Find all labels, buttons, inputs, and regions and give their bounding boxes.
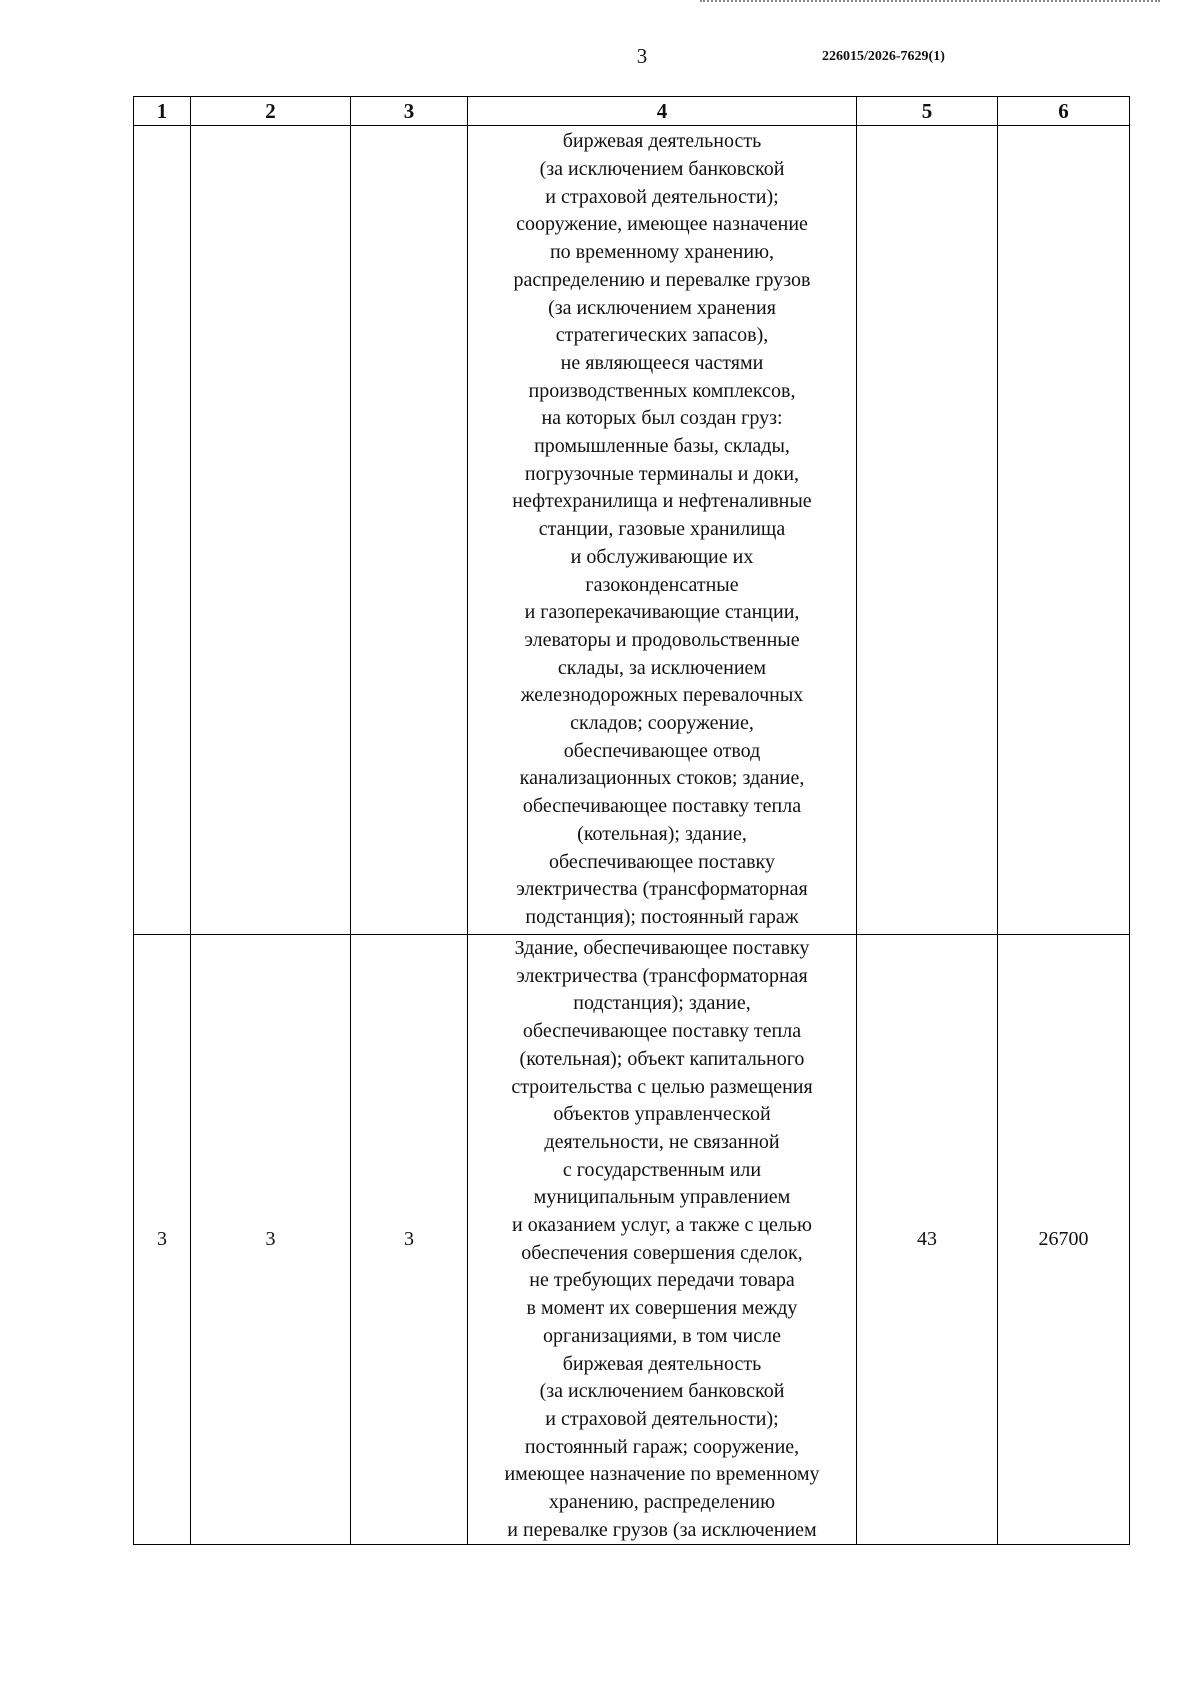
description-line: (за исключением банковской <box>539 158 785 180</box>
column-header-1: 1 <box>134 97 191 126</box>
description-line: стратегических запасов), <box>555 324 769 347</box>
description-line: погрузочные терминалы и доки, <box>524 462 800 485</box>
description-line: биржевая деятельность <box>562 130 762 153</box>
description-line: объектов управленческой <box>553 1103 771 1126</box>
description-line: электричества (трансформаторная <box>516 964 808 987</box>
description-line: нефтехранилища и нефтеналивные <box>512 490 812 513</box>
column-header-6: 6 <box>998 97 1130 126</box>
description-line: организациями, в том числе <box>543 1324 781 1347</box>
description-line: по временному хранению, <box>549 241 775 264</box>
description-line: не требующих передачи товара <box>529 1269 795 1292</box>
cell-description <box>468 126 857 935</box>
cell-col5 <box>857 126 998 935</box>
cell-col3 <box>351 126 468 935</box>
description-line: складов; сооружение, <box>570 712 754 735</box>
description-line: электричества (трансформаторная <box>516 878 808 901</box>
cell-col5: 43 <box>857 935 998 1545</box>
description-line: деятельности, не связанной <box>544 1130 780 1153</box>
description-line: производственных комплексов, <box>528 379 796 402</box>
cell-col3: 3 <box>351 935 468 1545</box>
cell-col2: 3 <box>191 935 351 1545</box>
description-line: обеспечивающее поставку тепла <box>522 795 802 818</box>
table-header-row <box>134 97 1130 126</box>
description-line: (за исключением хранения <box>548 296 776 319</box>
description-line: биржевая деятельность <box>562 1352 762 1375</box>
description-line: элеваторы и продовольственные <box>524 628 800 651</box>
column-header-5: 5 <box>857 97 998 126</box>
description-line: в момент их совершения между <box>526 1297 798 1320</box>
description-line: обеспечивающее отвод <box>563 739 761 762</box>
cell-col6 <box>998 126 1130 935</box>
cell-description <box>468 935 857 1545</box>
description-line: Здание, обеспечивающее поставку <box>514 937 810 959</box>
description-line: хранению, распределению <box>548 1491 776 1514</box>
cell-col2 <box>191 126 351 935</box>
table-row <box>134 126 1130 935</box>
description-line: муниципальным управлением <box>533 1186 791 1209</box>
cell-col6: 26700 <box>998 935 1130 1545</box>
description-line: не являющееся частями <box>560 351 764 374</box>
scan-edge-marks <box>700 0 1160 6</box>
description-line: (за исключением банковской <box>539 1380 785 1403</box>
page-number: 3 <box>636 44 648 68</box>
description-line: (котельная); объект капитального <box>519 1047 805 1070</box>
description-line: распределению и перевалке грузов <box>513 268 811 291</box>
description-line: канализационных стоков; здание, <box>519 767 805 790</box>
description-line: сооружение, имеющее назначение <box>516 213 808 236</box>
description-line: обеспечения совершения сделок, <box>521 1241 803 1264</box>
description-line: станции, газовые хранилища <box>538 518 786 541</box>
description-line: постоянный гараж; сооружение, <box>524 1435 800 1458</box>
description-line: подстанция); постоянный гараж <box>525 905 799 928</box>
cell-col1: 3 <box>134 935 191 1545</box>
cell-col1 <box>134 126 191 935</box>
table-row <box>134 935 1130 1545</box>
description-line: газоконденсатные <box>585 573 739 596</box>
description-line: обеспечивающее поставку <box>549 850 775 873</box>
description-line: и обслуживающие их <box>570 545 754 568</box>
description-line: имеющее назначение по временному <box>504 1463 820 1486</box>
description-line: и газоперекачивающие станции, <box>524 601 800 624</box>
description-line: железнодорожных перевалочных <box>520 684 804 707</box>
description-line: на которых был создан груз: <box>541 407 783 430</box>
description-line: промышленные базы, склады, <box>534 435 790 458</box>
description-line: и перевалке грузов (за исключением <box>507 1518 817 1541</box>
description-line: и страховой деятельности); <box>545 1407 779 1430</box>
column-header-2: 2 <box>191 97 351 126</box>
description-line: строительства с целью размещения <box>511 1075 813 1098</box>
column-header-3: 3 <box>351 97 468 126</box>
document-number: 226015/2026-7629(1) <box>822 49 945 64</box>
data-table <box>133 96 1130 1545</box>
description-line: (котельная); здание, <box>577 822 747 845</box>
description-line: с государственным или <box>562 1158 762 1181</box>
description-line: склады, за исключением <box>557 656 767 679</box>
description-line: подстанция); здание, <box>573 992 751 1015</box>
description-line: и оказанием услуг, а также с целью <box>512 1214 812 1237</box>
description-line: обеспечивающее поставку тепла <box>522 1020 802 1043</box>
column-header-4: 4 <box>468 97 857 126</box>
description-line: и страховой деятельности); <box>545 185 779 208</box>
